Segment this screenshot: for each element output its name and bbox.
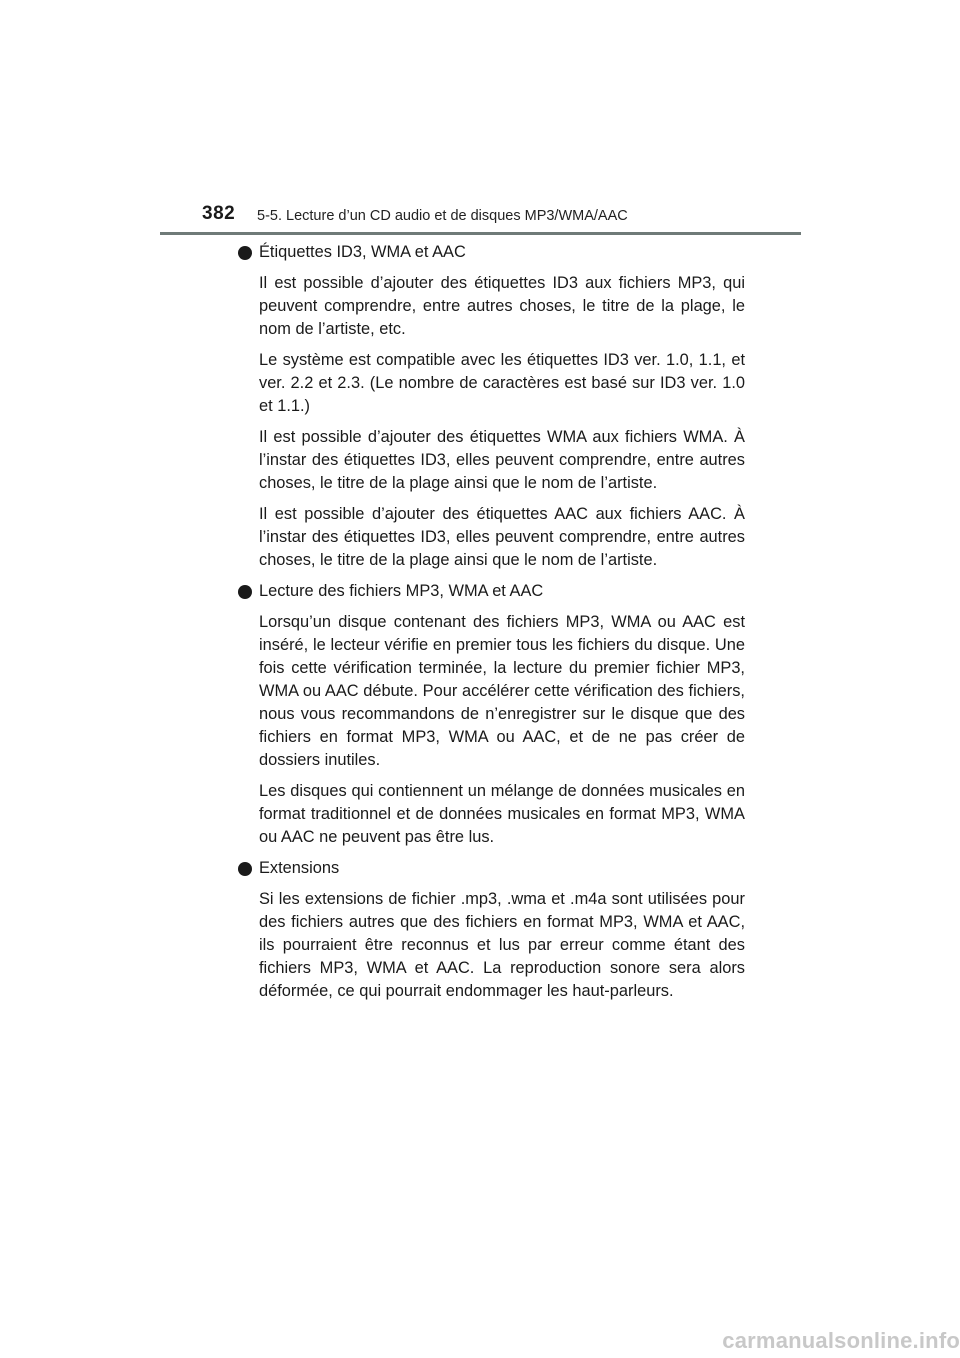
paragraph: Les disques qui contiennent un mélange de données musicales en format traditionnel et de données musicales en format MP3, WMA ou AAC ne peuvent pas être lus. [259,782,745,846]
running-header-title: 5-5. Lecture d’un CD audio et de disques MP3/WMA/AAC [257,208,628,224]
watermark: carmanualsonline.info [722,1328,960,1353]
paragraph: Il est possible d’ajouter des étiquettes ID3 aux fichiers MP3, qui peuvent comprendre, entre autres choses, le titre de la plage, le nom de l’artiste, etc. [259,274,745,338]
section-heading-extensions [238,857,745,880]
paragraph: Lorsqu’un disque contenant des fichiers MP3, WMA ou AAC est inséré, le lecteur vérifie en premier tous les fichiers du disque. Une fois cette vérification terminée, la lecture du premier fichier MP3, WMA ou AAC débute. Pour accélérer cette vérification des fichiers, nous vous recommandons de n’enregistrer sur le disque que des fichiers en format MP3, WMA ou AAC, et de ne pas créer de dossiers inutiles. [259,613,745,769]
bullet-icon [238,246,252,260]
bullet-icon [238,585,252,599]
paragraph: Le système est compatible avec les étiquettes ID3 ver. 1.0, 1.1, et ver. 2.2 et 2.3. (Le nombre de caractères est basé sur ID3 ver. 1.0 et 1.1.) [259,351,745,415]
section-heading-label: Lecture des fichiers MP3, WMA et AAC [259,582,544,600]
section-heading-tags [238,241,745,264]
section-heading-label: Extensions [259,859,340,877]
bullet-icon [238,862,252,876]
section-heading-playback [238,580,745,603]
paragraph: Si les extensions de fichier .mp3, .wma et .m4a sont utilisées pour des fichiers autres que des fichiers en format MP3, WMA et AAC, ils pourraient être reconnus et lus par erreur comme étant des fichiers MP3, WMA et AAC. La reproduction sonore sera alors déformée, ce qui pourrait endommager les haut-parleurs. [259,890,745,1000]
body-content [238,241,745,1011]
page-number: 382 [202,203,236,224]
header-divider [160,232,801,235]
paragraph: Il est possible d’ajouter des étiquettes WMA aux fichiers WMA. À l’instar des étiquettes ID3, elles peuvent comprendre, entre autres choses, le titre de la plage ainsi que le nom de l’artiste. [259,428,745,492]
paragraph: Il est possible d’ajouter des étiquettes AAC aux fichiers AAC. À l’instar des étiquettes ID3, elles peuvent comprendre, entre autres choses, le titre de la plage ainsi que le nom de l’artiste. [259,505,745,569]
section-heading-label: Étiquettes ID3, WMA et AAC [259,243,466,261]
